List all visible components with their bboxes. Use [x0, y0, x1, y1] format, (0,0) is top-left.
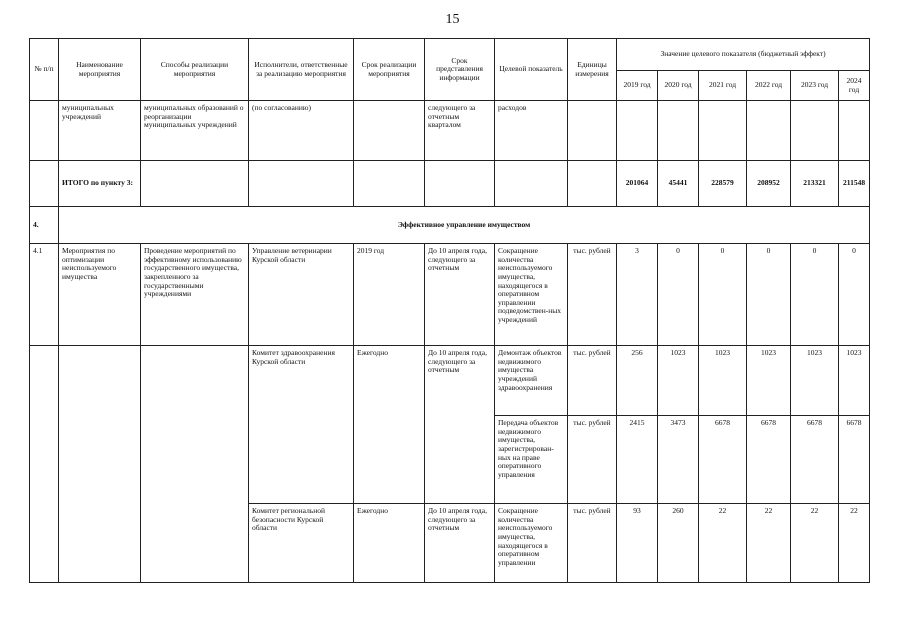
item-methods: Проведение мероприятий по эффективному использованию государственного имущества, закрепленного за государственными учреждениями — [141, 244, 249, 346]
header-term: Срок реализации мероприятия — [354, 39, 425, 101]
header-year: 2023 год — [791, 71, 839, 101]
row-value: 1023 — [791, 346, 839, 416]
continuation-row — [30, 101, 870, 161]
row-value: 1023 — [658, 346, 699, 416]
row-report-term: До 10 апреля года, следующего за отчетным — [425, 244, 495, 346]
row-executor: Комитет региональной безопасности Курской области — [249, 504, 354, 583]
item-num: 4.1 — [30, 244, 59, 346]
row-value: 260 — [658, 504, 699, 583]
row-value: 6678 — [747, 416, 791, 504]
row-term: Ежегодно — [354, 346, 425, 504]
header-year: 2019 год — [617, 71, 658, 101]
header-executors: Исполнители, ответственные за реализацию мероприятия — [249, 39, 354, 101]
section-num: 4. — [30, 207, 59, 244]
row-value: 0 — [839, 244, 870, 346]
item-row — [30, 244, 870, 346]
row-executor: Комитет здравоохранения Курской области — [249, 346, 354, 504]
total-label: ИТОГО по пункту 3: — [59, 161, 141, 207]
header-name: Наименование мероприятия — [59, 39, 141, 101]
cont-indicator: расходов — [495, 101, 568, 161]
measures-table — [29, 38, 870, 583]
cont-report-term: следующего за отчетным кварталом — [425, 101, 495, 161]
total-value: 208952 — [747, 161, 791, 207]
header-target-value: Значение целевого показателя (бюджетный эффект) — [617, 39, 870, 71]
cont-name: муниципальных учреждений — [59, 101, 141, 161]
row-value: 3473 — [658, 416, 699, 504]
total-value: 201064 — [617, 161, 658, 207]
row-value: 1023 — [747, 346, 791, 416]
header-methods: Способы реализации мероприятия — [141, 39, 249, 101]
row-value: 0 — [791, 244, 839, 346]
row-term: Ежегодно — [354, 504, 425, 583]
row-units: тыс. рублей — [568, 346, 617, 416]
row-units: тыс. рублей — [568, 244, 617, 346]
row-value: 22 — [839, 504, 870, 583]
row-units: тыс. рублей — [568, 416, 617, 504]
cont-executors: (по согласованию) — [249, 101, 354, 161]
row-value: 22 — [747, 504, 791, 583]
item-name: Мероприятия по оптимизации неиспользуемого имущества — [59, 244, 141, 346]
row-value: 3 — [617, 244, 658, 346]
row-value: 0 — [699, 244, 747, 346]
row-value: 22 — [699, 504, 747, 583]
row-value: 6678 — [699, 416, 747, 504]
row-value: 1023 — [699, 346, 747, 416]
header-row — [30, 39, 870, 71]
row-value: 1023 — [839, 346, 870, 416]
row-indicator: Сокращение количества неиспользуемого имущества, находящегося в оперативном управлении — [495, 504, 568, 583]
row-value: 6678 — [791, 416, 839, 504]
row-value: 256 — [617, 346, 658, 416]
total-value: 211548 — [839, 161, 870, 207]
row-term: 2019 год — [354, 244, 425, 346]
header-year: 2024 год — [839, 71, 870, 101]
header-year: 2021 год — [699, 71, 747, 101]
row-value: 0 — [658, 244, 699, 346]
row-value: 22 — [791, 504, 839, 583]
header-num: № п/п — [30, 39, 59, 101]
row-report-term: До 10 апреля года, следующего за отчетным — [425, 504, 495, 583]
row-executor: Управление ветеринарии Курской области — [249, 244, 354, 346]
row-value: 0 — [747, 244, 791, 346]
total-value: 213321 — [791, 161, 839, 207]
cont-methods: муниципальных образований о реорганизации муниципальных учреждений — [141, 101, 249, 161]
section-title: Эффективное управление имуществом — [59, 207, 870, 244]
item-row — [30, 346, 870, 416]
header-units: Единицы измерения — [568, 39, 617, 101]
total-value: 45441 — [658, 161, 699, 207]
row-value: 6678 — [839, 416, 870, 504]
row-indicator: Демонтаж объектов недвижимого имущества учреждений здравоохранения — [495, 346, 568, 416]
total-row — [30, 161, 870, 207]
header-year: 2022 год — [747, 71, 791, 101]
section-row — [30, 207, 870, 244]
header-report-term: Срок представления информации — [425, 39, 495, 101]
row-value: 2415 — [617, 416, 658, 504]
header-year: 2020 год — [658, 71, 699, 101]
row-indicator: Сокращение количества неиспользуемого имущества, находящегося в оперативном управлении подведомствен-ных учреждений — [495, 244, 568, 346]
row-report-term: До 10 апреля года, следующего за отчетным — [425, 346, 495, 504]
row-indicator: Передача объектов недвижимого имущества, зарегистрирован-ных на праве оперативного управления — [495, 416, 568, 504]
page-number: 15 — [445, 12, 460, 27]
row-units: тыс. рублей — [568, 504, 617, 583]
header-indicator: Целевой показатель — [495, 39, 568, 101]
total-value: 228579 — [699, 161, 747, 207]
row-value: 93 — [617, 504, 658, 583]
